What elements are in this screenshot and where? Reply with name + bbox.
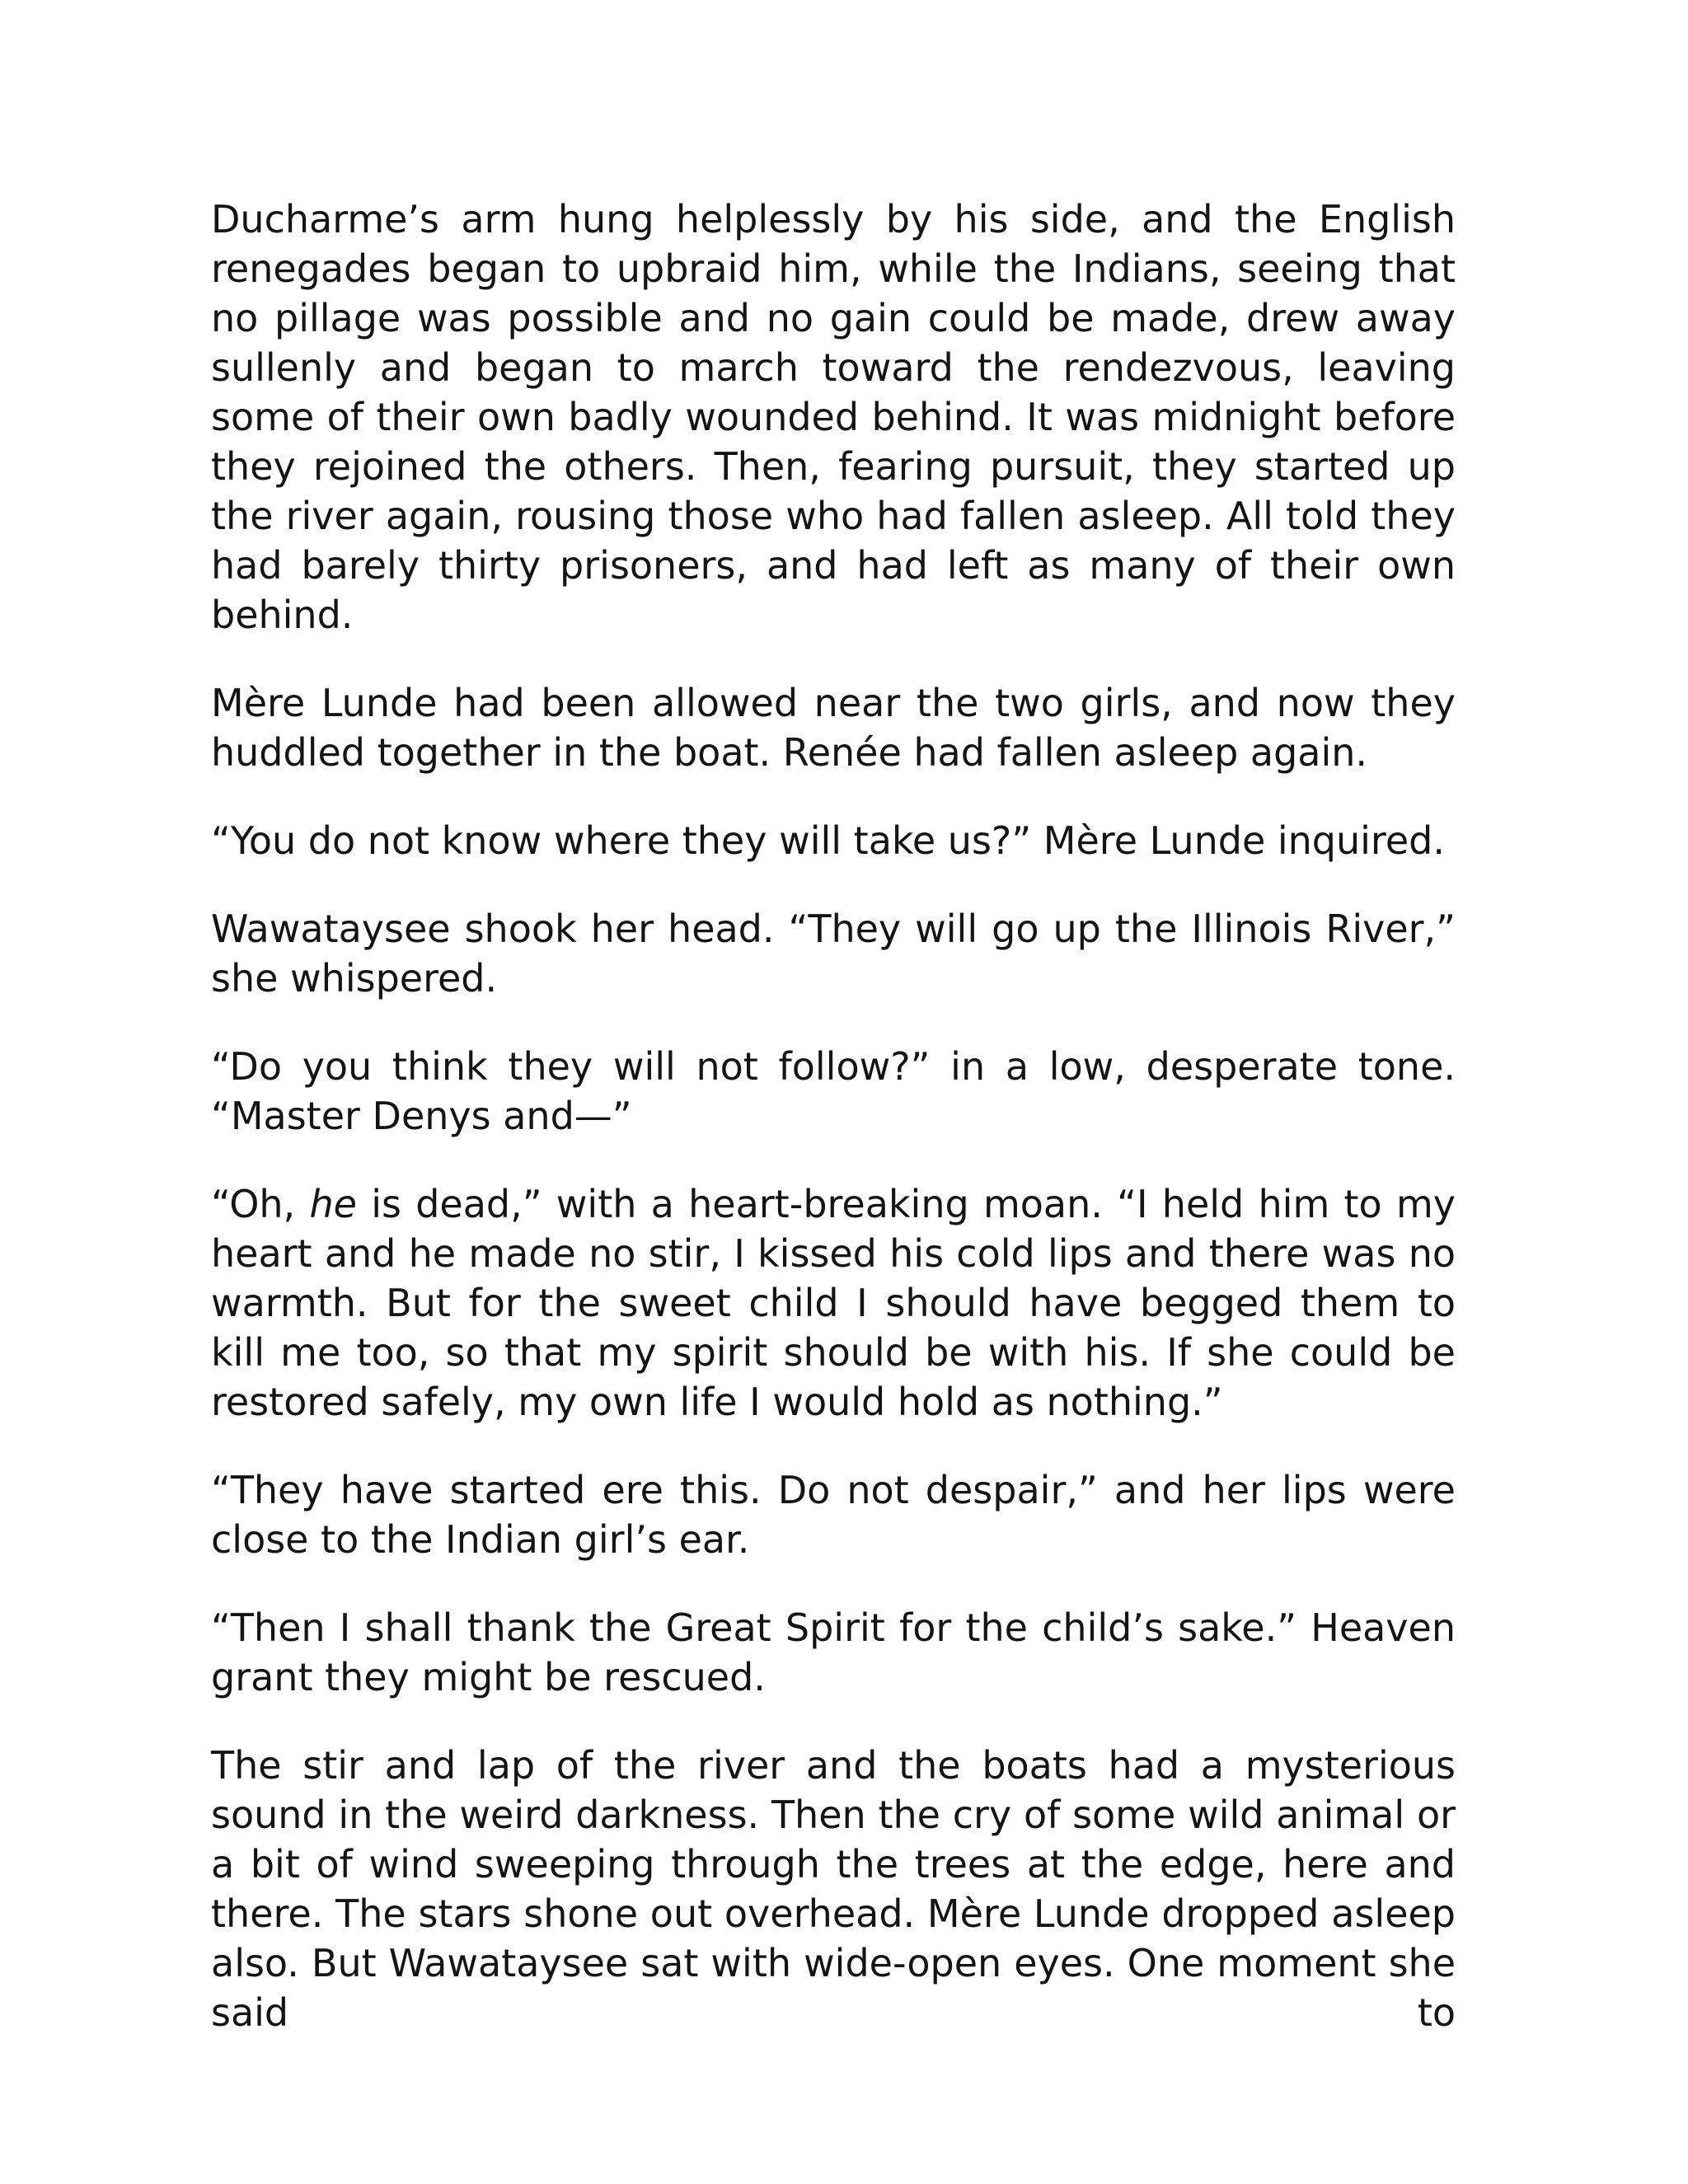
paragraph-text: is dead,” with a heart-breaking moan. “I held him to my heart and he made no stir, I kissed his cold lips and there was no warmth. But for the sweet child I should have begged them to kill me too, so that my spirit should be with his. If she could be restored safely, my own life I would hold as nothing.” bbox=[211, 1182, 1456, 1424]
paragraph bbox=[211, 1179, 1456, 1427]
paragraph: Ducharme’s arm hung helplessly by his side, and the English renegades began to upbraid him, while the Indians, seeing that no pillage was possible and no gain could be made, drew away sullenly and began to march toward the rendezvous, leaving some of their own badly wounded behind. It was midnight before they rejoined the others. Then, fearing pursuit, they started up the river again, rousing those who had fallen asleep. All told they had barely thirty prisoners, and had left as many of their own behind. bbox=[211, 197, 1456, 637]
italic-word: he bbox=[309, 1182, 357, 1226]
paragraph: Wawataysee shook her head. “They will go up the Illinois River,” she whispered. bbox=[211, 907, 1456, 1001]
book-page bbox=[211, 194, 1456, 2037]
paragraph: “You do not know where they will take us?” Mère Lunde inquired. bbox=[211, 818, 1445, 863]
paragraph: “Do you think they will not follow?” in a low, desperate tone. “Master Denys and—” bbox=[211, 1044, 1456, 1138]
paragraph: “They have started ere this. Do not despair,” and her lips were close to the Indian girl’s ear. bbox=[211, 1468, 1456, 1562]
paragraph-text: “Oh, bbox=[211, 1182, 310, 1226]
paragraph: Mère Lunde had been allowed near the two girls, and now they huddled together in the boat. Renée had fallen asleep again. bbox=[211, 681, 1456, 775]
paragraph: “Then I shall thank the Great Spirit for the child’s sake.” Heaven grant they might be rescued. bbox=[211, 1605, 1456, 1699]
paragraph: The stir and lap of the river and the boats had a mysterious sound in the weird darkness. Then the cry of some wild animal or a bit of wind sweeping through the trees at the edge, here and there. The stars shone out overhead. Mère Lunde dropped asleep also. But Wawataysee sat with wide-open eyes. One moment she said to bbox=[211, 1743, 1456, 2035]
